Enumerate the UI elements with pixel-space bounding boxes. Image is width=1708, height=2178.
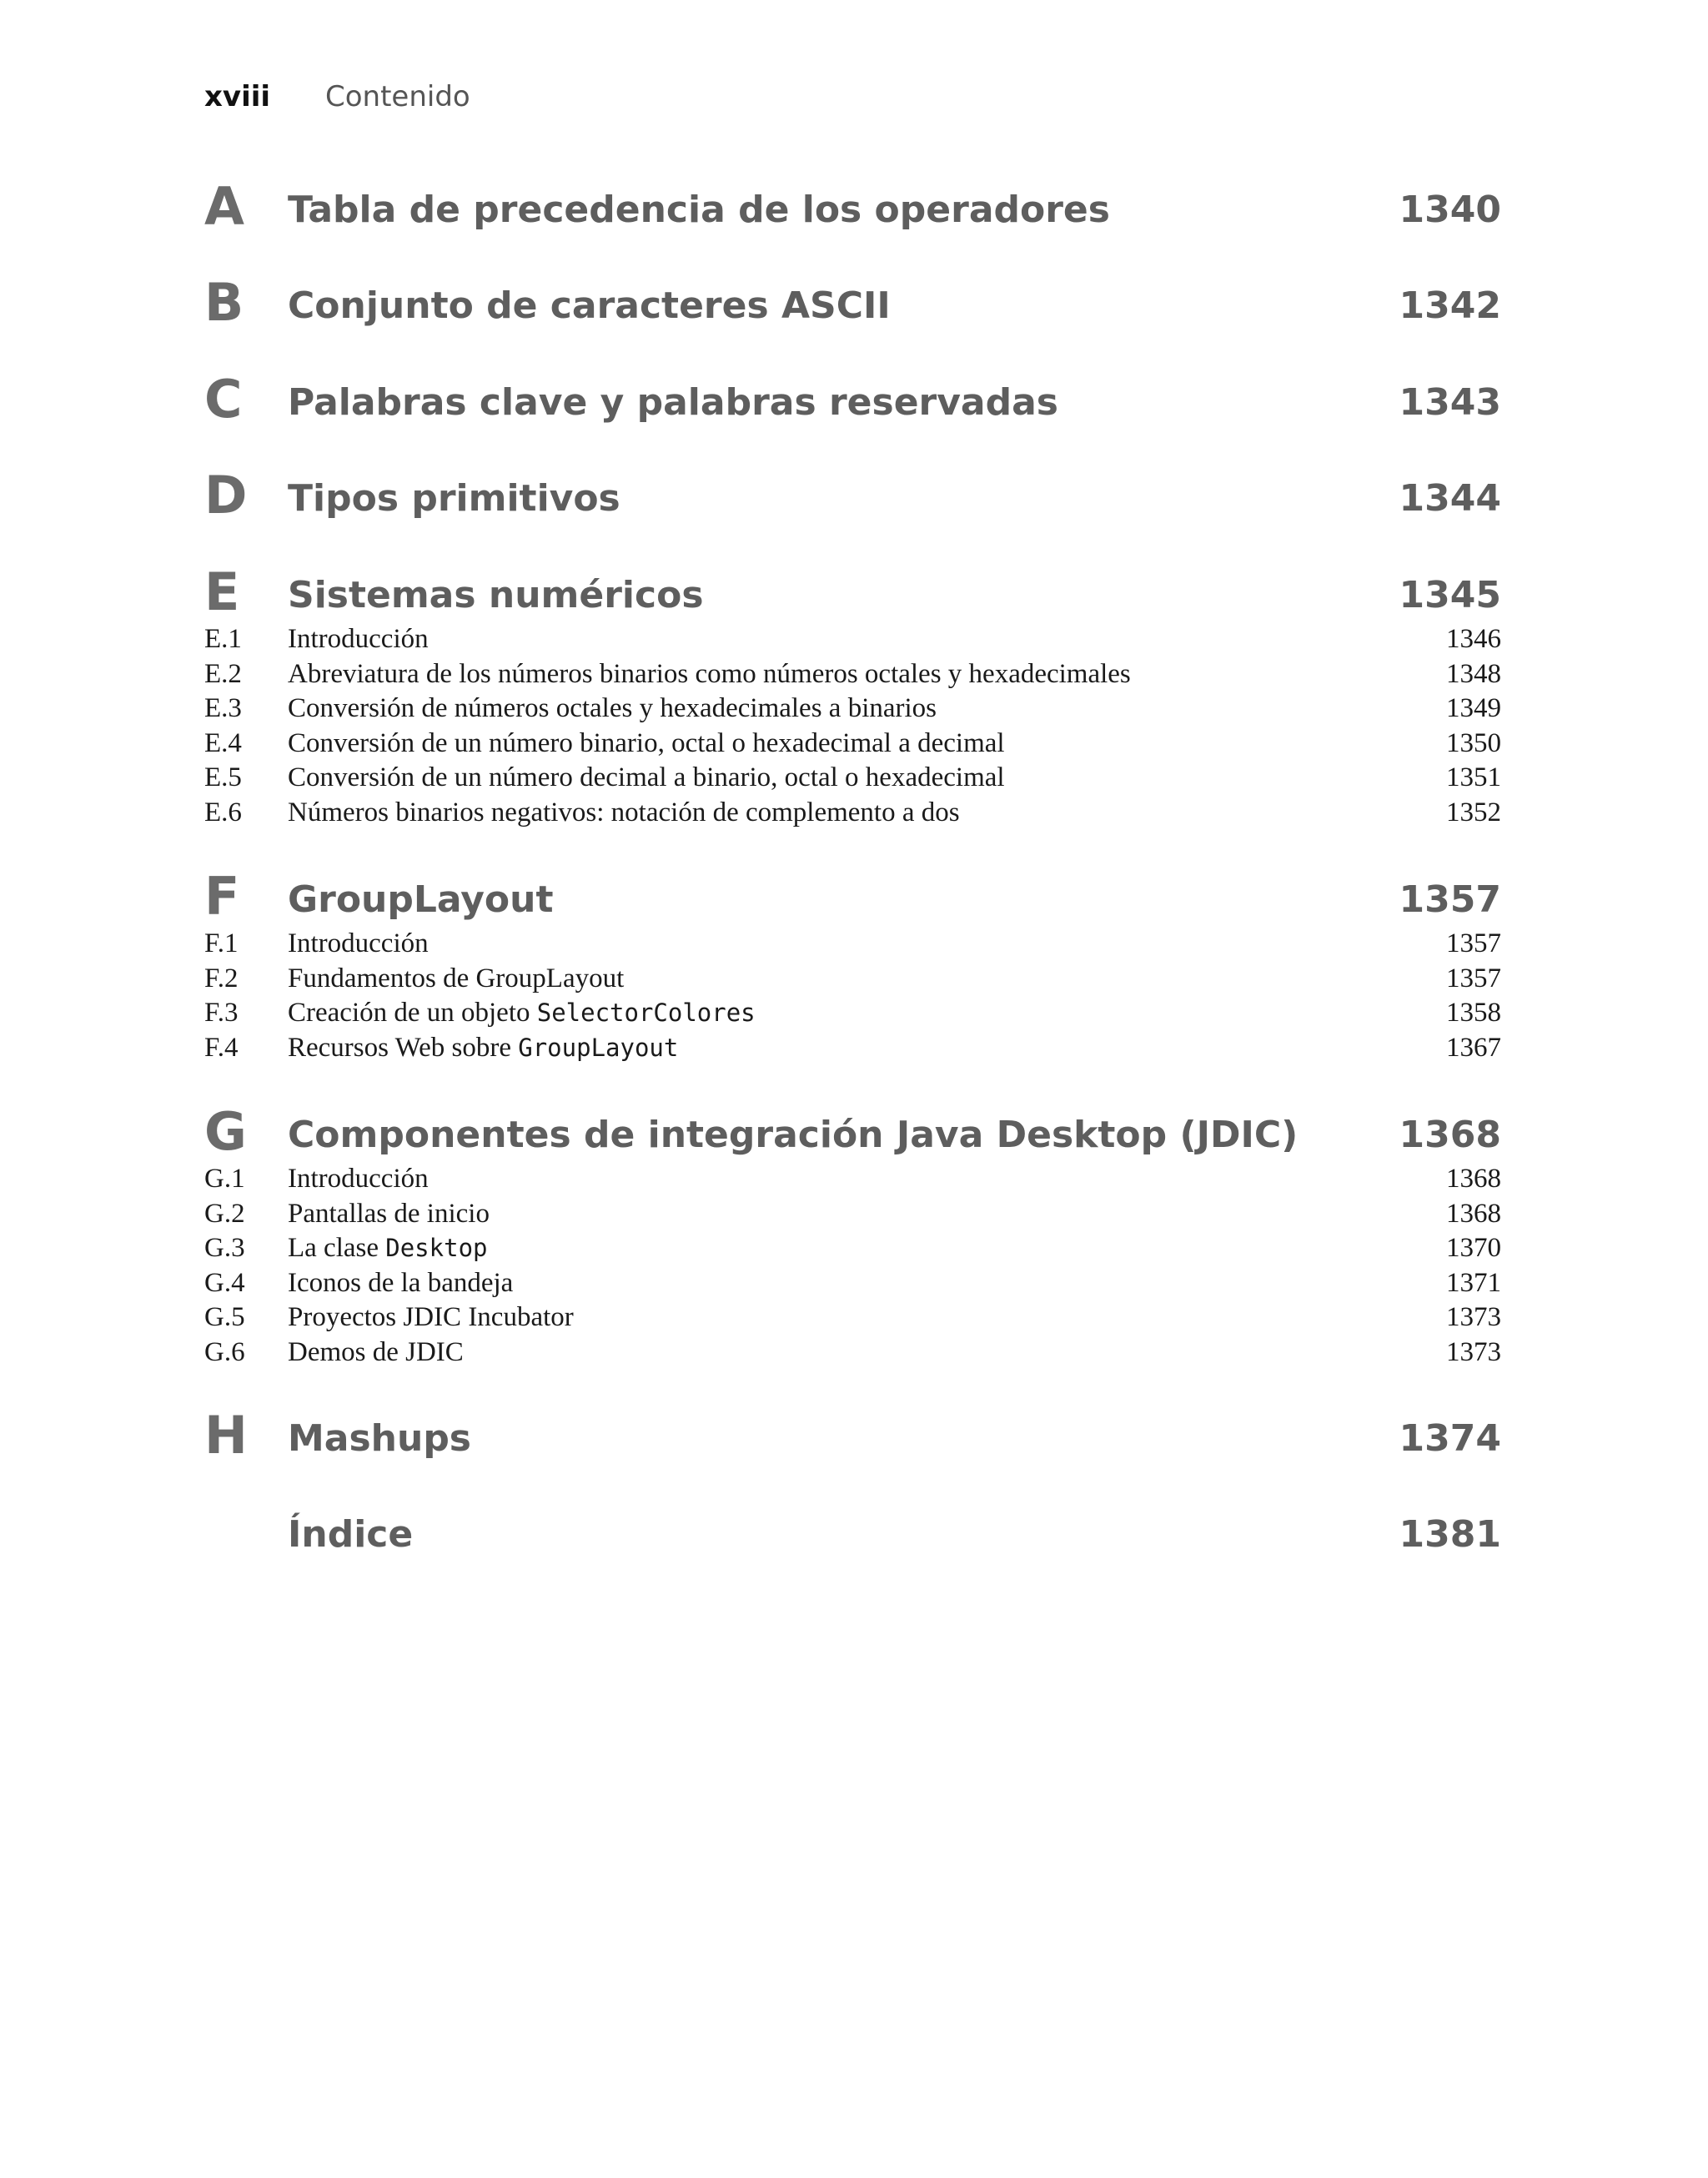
chapter-title: Conjunto de caracteres ASCII [288, 284, 891, 327]
section-title-text: Iconos de la bandeja [288, 1267, 514, 1298]
toc-section-row[interactable] [204, 1197, 1501, 1232]
section-title [288, 659, 1334, 690]
section-number: E.3 [204, 693, 242, 724]
section-title [288, 762, 1334, 793]
toc-section-row[interactable] [204, 996, 1501, 1031]
chapter-page-number: 1342 [1399, 284, 1501, 327]
chapter-title: Índice [288, 1513, 414, 1556]
section-page-number: 1368 [1446, 1198, 1501, 1229]
section-number: G.3 [204, 1233, 245, 1264]
section-page-number: 1348 [1446, 658, 1501, 689]
section-title [288, 998, 1334, 1029]
section-number: G.6 [204, 1336, 245, 1367]
section-title-text: Proyectos JDIC Incubator [288, 1302, 574, 1333]
toc-section-row[interactable] [204, 1300, 1501, 1335]
section-page-number: 1349 [1446, 693, 1501, 724]
section-number: G.2 [204, 1198, 245, 1229]
section-list [204, 1162, 1501, 1370]
chapter-letter: D [204, 465, 248, 526]
chapter-title: GroupLayout [288, 878, 554, 921]
toc-section-row[interactable] [204, 761, 1501, 796]
chapter-title: Tabla de precedencia de los operadores [288, 189, 1110, 231]
chapter-letter: C [204, 369, 243, 430]
toc-chapter [204, 562, 1501, 830]
toc-section-row[interactable] [204, 1266, 1501, 1301]
chapter-title: Componentes de integración Java Desktop (JDIC) [288, 1114, 1299, 1156]
toc-chapter [204, 273, 1501, 333]
section-title-text: Conversión de números octales y hexadecimales a binarios [288, 693, 937, 724]
section-page-number: 1371 [1446, 1267, 1501, 1298]
section-title [288, 928, 1334, 959]
section-number: F.4 [204, 1032, 239, 1063]
section-page-number: 1373 [1446, 1302, 1501, 1333]
section-list [204, 622, 1501, 830]
section-number: G.4 [204, 1267, 245, 1298]
toc-section-row[interactable] [204, 1031, 1501, 1066]
section-title-text: Creación de un objeto [288, 998, 537, 1029]
chapter-title: Tipos primitivos [288, 477, 620, 520]
section-title-code: Desktop [385, 1234, 488, 1263]
section-title-text: Demos de JDIC [288, 1336, 464, 1367]
section-number: E.6 [204, 797, 242, 827]
chapter-heading[interactable] [204, 1501, 1501, 1562]
toc-chapter [204, 867, 1501, 1065]
section-title-code: GroupLayout [518, 1033, 679, 1062]
toc-section-row[interactable] [204, 1162, 1501, 1197]
section-title-code: SelectorColores [536, 998, 756, 1028]
section-page-number: 1358 [1446, 998, 1501, 1029]
section-number: E.4 [204, 727, 242, 758]
section-page-number: 1352 [1446, 797, 1501, 827]
section-title [288, 624, 1334, 655]
toc-section-row[interactable] [204, 692, 1501, 727]
section-page-number: 1367 [1446, 1032, 1501, 1063]
section-title-text: Números binarios negativos: notación de complemento a dos [288, 797, 960, 827]
chapter-page-number: 1357 [1399, 878, 1501, 921]
section-title-text: Introducción [288, 624, 429, 655]
section-number: G.5 [204, 1302, 245, 1333]
toc-chapter [204, 1501, 1501, 1562]
chapter-letter: G [204, 1101, 247, 1162]
section-page-number: 1357 [1446, 963, 1501, 993]
section-page-number: 1346 [1446, 624, 1501, 655]
section-number: F.2 [204, 963, 239, 993]
section-number: F.3 [204, 998, 239, 1029]
chapter-title: Palabras clave y palabras reservadas [288, 381, 1058, 424]
toc-chapter [204, 370, 1501, 430]
chapter-heading[interactable] [204, 465, 1501, 526]
section-title [288, 797, 1334, 828]
chapter-page-number: 1374 [1399, 1417, 1501, 1460]
toc-chapter [204, 1102, 1501, 1370]
toc-section-row[interactable] [204, 657, 1501, 692]
chapter-page-number: 1340 [1399, 189, 1501, 231]
chapter-letter: B [204, 272, 244, 333]
chapter-title: Mashups [288, 1417, 471, 1460]
toc-section-row[interactable] [204, 796, 1501, 831]
chapter-letter: F [204, 866, 240, 927]
toc-chapter [204, 177, 1501, 237]
section-title-text: Introducción [288, 928, 429, 959]
section-number: E.5 [204, 762, 242, 793]
section-title [288, 1233, 1334, 1264]
section-title [288, 1164, 1334, 1195]
chapter-page-number: 1343 [1399, 381, 1501, 424]
toc-section-row[interactable] [204, 927, 1501, 962]
chapter-heading[interactable] [204, 1406, 1501, 1466]
section-title-text: Abreviatura de los números binarios como números octales y hexadecimales [288, 658, 1131, 689]
chapter-letter: E [204, 561, 240, 622]
section-title [288, 1337, 1334, 1368]
section-title-text: Recursos Web sobre [288, 1032, 519, 1063]
section-page-number: 1350 [1446, 727, 1501, 758]
toc-section-row[interactable] [204, 727, 1501, 762]
section-number: E.1 [204, 624, 242, 655]
section-page-number: 1368 [1446, 1164, 1501, 1195]
section-title-text: Conversión de un número binario, octal o hexadecimal a decimal [288, 727, 1005, 758]
section-title-text: Fundamentos de GroupLayout [288, 963, 625, 993]
chapter-page-number: 1381 [1399, 1513, 1501, 1556]
section-list [204, 927, 1501, 1065]
chapter-title: Sistemas numéricos [288, 574, 704, 616]
section-title [288, 693, 1334, 724]
section-title-text: Pantallas de inicio [288, 1198, 490, 1229]
chapter-page-number: 1345 [1399, 574, 1501, 616]
section-number: E.2 [204, 658, 242, 689]
section-number: F.1 [204, 928, 239, 959]
chapter-heading[interactable] [204, 177, 1501, 237]
page-header [204, 80, 470, 122]
toc-section-row[interactable] [204, 1231, 1501, 1266]
chapter-heading[interactable] [204, 1102, 1501, 1162]
chapter-heading[interactable] [204, 370, 1501, 430]
toc-chapter [204, 1406, 1501, 1466]
chapter-letter: H [204, 1405, 248, 1466]
running-title: Contenido [325, 80, 470, 113]
chapter-letter: A [204, 176, 244, 237]
section-title [288, 1199, 1334, 1230]
chapter-heading[interactable] [204, 562, 1501, 622]
section-title [288, 1268, 1334, 1299]
toc-section-row[interactable] [204, 622, 1501, 657]
section-page-number: 1370 [1446, 1233, 1501, 1264]
toc-section-row[interactable] [204, 962, 1501, 997]
chapter-heading[interactable] [204, 867, 1501, 927]
section-title-text: Introducción [288, 1164, 429, 1195]
section-page-number: 1351 [1446, 762, 1501, 793]
section-title [288, 963, 1334, 994]
section-number: G.1 [204, 1164, 245, 1195]
section-page-number: 1357 [1446, 928, 1501, 959]
page-folio: xviii [204, 80, 271, 113]
section-title [288, 728, 1334, 759]
chapter-page-number: 1368 [1399, 1114, 1501, 1156]
section-title-text: Conversión de un número decimal a binario, octal o hexadecimal [288, 762, 1005, 793]
toc-chapter [204, 465, 1501, 526]
section-title [288, 1033, 1334, 1064]
section-title-text: La clase [288, 1233, 386, 1264]
toc-section-row[interactable] [204, 1335, 1501, 1371]
chapter-heading[interactable] [204, 273, 1501, 333]
section-page-number: 1373 [1446, 1336, 1501, 1367]
chapter-page-number: 1344 [1399, 477, 1501, 520]
section-title [288, 1302, 1334, 1333]
